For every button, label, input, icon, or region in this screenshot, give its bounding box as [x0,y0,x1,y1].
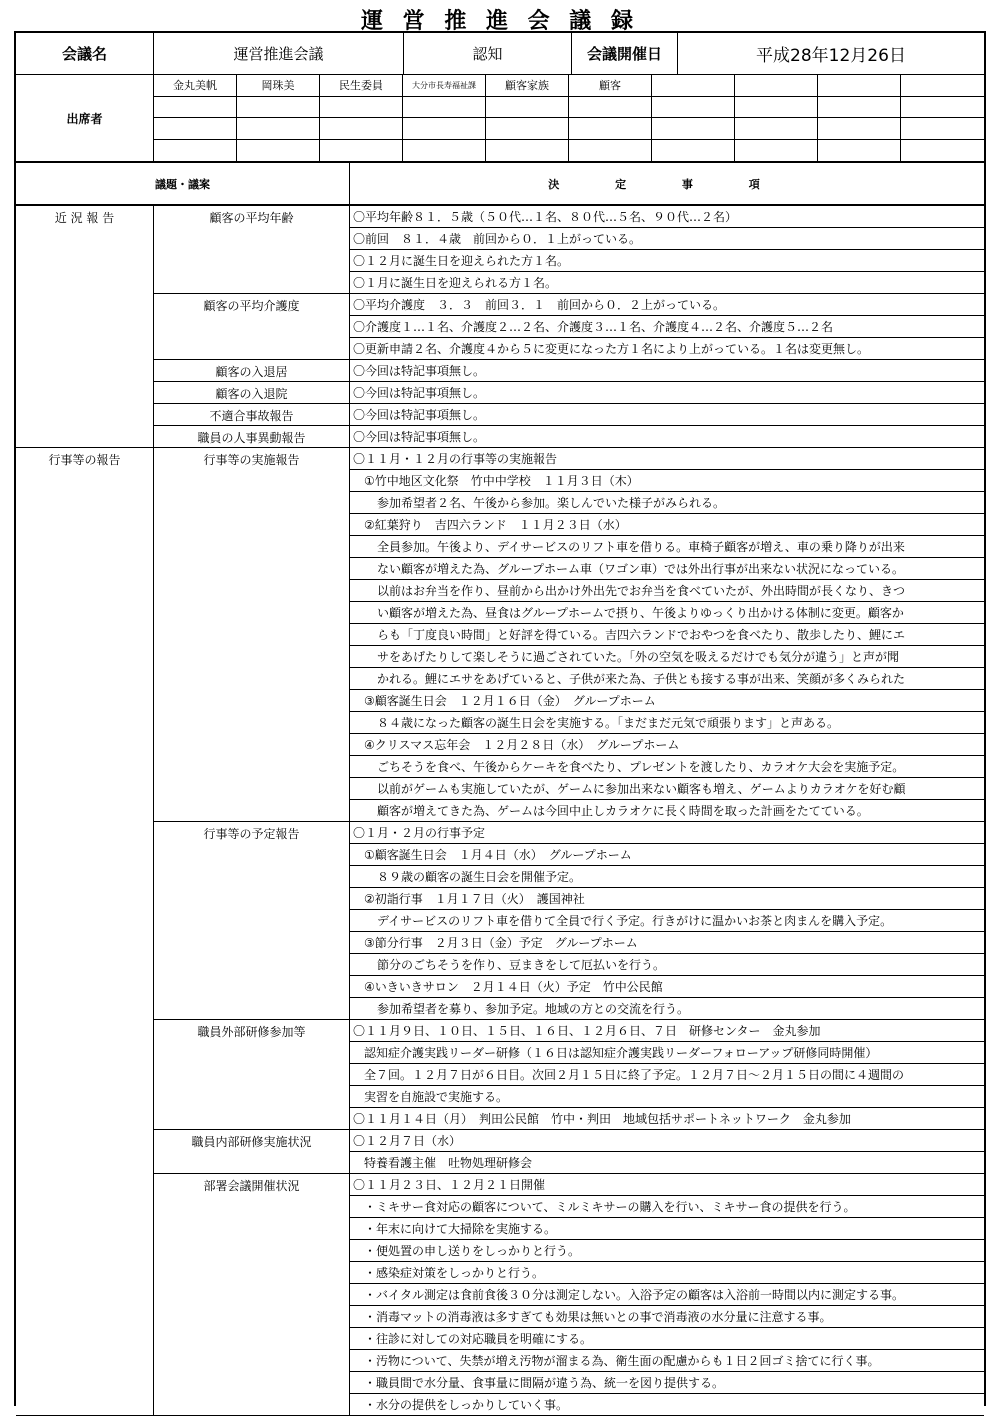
decision-line: ③節分行事 ２月３日（金）予定 グループホーム [350,932,984,954]
decision-line: 全７回。１２月７日が６日目。次回２月１５日に終了予定。１２月７日～２月１５日の間に４週間の [350,1064,984,1086]
decision-line: 実習を自施設で実施する。 [350,1086,984,1108]
attendees-label: 出席者 [16,75,154,161]
attendee-cell-empty [403,118,486,140]
decision-line: ・感染症対策をしっかりと行う。 [350,1262,984,1284]
attendees-row [14,75,986,163]
minutes-table [14,163,986,1412]
attendee-name: 金丸美帆 [154,75,237,97]
decision-line: 〇前回 ８１．４歳 前回から０．１上がっている。 [350,228,984,250]
decision-line: 〇１１月２３日、１２月２１日開催 [350,1174,984,1196]
decision-line: ・消毒マットの消毒液は多すぎても効果は無いとの事で消毒液の水分量に注意する事。 [350,1306,984,1328]
attendee-cell-empty [735,97,818,119]
decision-line: ・バイタル測定は食前食後３０分は測定しない。入浴予定の顧客は入浴前一時間以内に測定する事。 [350,1284,984,1306]
sections-container [16,206,984,1416]
attendee-cell-empty [154,118,237,140]
decision-line: 参加希望者を募り、参加予定。地域の方との交流を行う。 [350,998,984,1020]
decision-lines [350,206,984,294]
agenda-item-label: 顧客の平均年齢 [154,206,350,294]
decision-line: ③顧客誕生日会 １２月１６日（金） グループホーム [350,690,984,712]
meeting-name-label: 会議名 [16,33,154,74]
decision-line: 〇１月に誕生日を迎えられる方１名。 [350,272,984,294]
agenda-section [16,206,984,448]
decision-line: い顧客が増えた為、昼食はグループホームで摂り、午後よりゆっくり出かける体制に変更。顧客か [350,602,984,624]
attendee-cell-empty [403,97,486,119]
attendee-cell-empty [818,140,901,162]
decision-line: ・ミキサー食対応の顧客について、ミルミキサーの購入を行い、ミキサー食の提供を行う。 [350,1196,984,1218]
decision-line: 〇平均年齢８１．５歳（５０代…１名、８０代…５名、９０代…２名） [350,206,984,228]
agenda-item-label: 行事等の予定報告 [154,822,350,1020]
agenda-item-label: 職員内部研修実施状況 [154,1130,350,1174]
decision-line: 〇平均介護度 ３．３ 前回３．１ 前回から０．２上がっている。 [350,294,984,316]
decision-line: 参加希望者２名、午後から参加。楽しんでいた様子がみられる。 [350,492,984,514]
meeting-type: 認知 [404,33,572,74]
attendee-cell-empty [901,140,984,162]
agenda-item-label: 不適合事故報告 [154,404,350,426]
decision-line: ④クリスマス忘年会 １２月２８日（水） グループホーム [350,734,984,756]
decision-lines [350,822,984,1020]
attendee-cell-empty [237,97,320,119]
decision-line: ②初詣行事 １月１７日（火） 護国神社 [350,888,984,910]
meeting-header [14,31,986,75]
agenda-item-label: 行事等の実施報告 [154,448,350,822]
attendee-name [735,75,818,97]
decision-line: ごちそうを食べ、午後からケーキを食べたり、プレゼントを渡したり、カラオケ大会を実施予定。 [350,756,984,778]
section-items [154,448,984,1416]
decision-lines [350,1130,984,1174]
agenda-item [154,206,984,294]
decision-line: らも「丁度良い時間」と好評を得ている。吉四六ランドでおやつを食べたり、散歩したり、鯉にエ [350,624,984,646]
attendee-cell-empty [486,140,569,162]
agenda-item [154,448,984,822]
attendee-name: 大分市長寿福祉課 [403,75,486,97]
decision-line: 〇１１月９日、１０日、１５日、１６日、１２月６日、７日 研修センター 金丸参加 [350,1020,984,1042]
agenda-item-label: 職員の人事異動報告 [154,426,350,448]
decision-line: 特養看護主催 吐物処理研修会 [350,1152,984,1174]
decision-lines [350,448,984,822]
decision-line: ・年末に向けて大掃除を実施する。 [350,1218,984,1240]
attendee-cell-empty [320,140,403,162]
attendee-cell-empty [735,118,818,140]
agenda-item-label: 職員外部研修参加等 [154,1020,350,1130]
agenda-item [154,1020,984,1130]
decisions-header: 決 定 事 項 [548,177,786,191]
decision-line: ・往診に対しての対応職員を明確にする。 [350,1328,984,1350]
decision-line: 節分のごちそうを作り、豆まきをして厄払いを行う。 [350,954,984,976]
decision-line: デイサービスのリフト車を借りて全員で行く予定。行きがけに温かいお茶と肉まんを購入予定。 [350,910,984,932]
decision-line: かれる。鯉にエサをあげていると、子供が来た為、子供とも接する事が出来、笑顔が多くみられた [350,668,984,690]
agenda-item-label: 部署会議開催状況 [154,1174,350,1416]
decision-line: ①竹中地区文化祭 竹中中学校 １１月３日（木） [350,470,984,492]
decision-line: ・水分の提供をしっかりしていく事。 [350,1394,984,1416]
attendee-name [818,75,901,97]
section-items [154,206,984,448]
attendee-cell-empty [901,97,984,119]
agenda-item [154,1130,984,1174]
attendee-cell-empty [154,140,237,162]
agenda-item [154,382,984,404]
attendee-cell-empty [735,140,818,162]
document-title: 運 営 推 進 会 議 録 [361,9,639,34]
decision-line: 〇更新申請２名、介護度４から５に変更になった方１名により上がっている。１名は変更無し。 [350,338,984,360]
attendee-cell-empty [237,118,320,140]
attendee-cell-empty [901,118,984,140]
decision-line: 〇１２月に誕生日を迎えられた方１名。 [350,250,984,272]
attendee-name [652,75,735,97]
decision-line: 〇１月・２月の行事予定 [350,822,984,844]
decision-line: ・汚物について、失禁が増え汚物が溜まる為、衛生面の配慮からも１日２回ゴミ捨てに行く事。 [350,1350,984,1372]
agenda-header: 議題・議案 [16,163,350,204]
agenda-item [154,294,984,360]
agenda-item-label: 顧客の平均介護度 [154,294,350,360]
attendee-name: 民生委員 [320,75,403,97]
decision-line: 〇今回は特記事項無し。 [350,426,984,448]
agenda-item [154,426,984,448]
decision-line: 〇１１月１４日（月） 判田公民館 竹中・判田 地域包括サポートネットワーク 金丸参加 [350,1108,984,1130]
agenda-item-label: 顧客の入退院 [154,382,350,404]
decision-line: 〇１１月・１２月の行事等の実施報告 [350,448,984,470]
attendee-cell-empty [486,97,569,119]
attendee-cell-empty [569,97,652,119]
decision-line: ④いきいきサロン ２月１４日（火）予定 竹中公民館 [350,976,984,998]
decision-line: 〇今回は特記事項無し。 [350,382,984,404]
decision-line: ①顧客誕生日会 １月４日（水） グループホーム [350,844,984,866]
decision-lines [350,294,984,360]
agenda-section [16,448,984,1416]
attendee-cell-empty [652,140,735,162]
attendee-cell-empty [652,118,735,140]
decision-line: 以前はお弁当を作り、昼前から出かけ外出先でお弁当を食べていたが、外出時間が長くなり、きつ [350,580,984,602]
attendees-grid [154,75,984,161]
date-label: 会議開催日 [572,33,678,74]
decision-lines [350,1174,984,1416]
decision-line: ・便処置の申し送りをしっかりと行う。 [350,1240,984,1262]
attendee-cell-empty [569,140,652,162]
decision-line: 認知症介護実践リーダー研修（１６日は認知症介護実践リーダーフォローアップ研修同時開催） [350,1042,984,1064]
decision-lines [350,404,984,426]
attendee-cell-empty [569,118,652,140]
decision-line: ８４歳になった顧客の誕生日会を実施する。「まだまだ元気で頑張ります」と声ある。 [350,712,984,734]
meeting-name: 運営推進会議 [154,33,404,74]
attendee-name [901,75,984,97]
decision-line: 〇今回は特記事項無し。 [350,360,984,382]
decision-line: ②紅葉狩り 吉四六ランド １１月２３日（水） [350,514,984,536]
attendee-cell-empty [320,118,403,140]
decision-line: 〇１２月７日（水） [350,1130,984,1152]
attendee-name: 顧客 [569,75,652,97]
agenda-item [154,404,984,426]
decision-line: ・職員間で水分量、食事量に間隔が違う為、統一を図り提供する。 [350,1372,984,1394]
decision-lines [350,426,984,448]
attendee-cell-empty [652,97,735,119]
meeting-date: 平成28年12月26日 [756,46,906,66]
section-label: 行事等の報告 [16,448,154,1416]
attendee-cell-empty [320,97,403,119]
agenda-item [154,360,984,382]
decision-line: ８９歳の顧客の誕生日会を開催予定。 [350,866,984,888]
agenda-item [154,822,984,1020]
attendee-cell-empty [237,140,320,162]
section-label: 近 況 報 告 [16,206,154,448]
table-header [16,163,984,206]
agenda-item [154,1174,984,1416]
attendee-name: 顧客家族 [486,75,569,97]
decision-line: 以前がゲームも実施していたが、ゲームに参加出来ない顧客も増え、ゲームよりカラオケを好む顧 [350,778,984,800]
decision-lines [350,382,984,404]
attendee-name: 岡珠美 [237,75,320,97]
decision-line: 全員参加。午後より、デイサービスのリフト車を借りる。車椅子顧客が増え、車の乗り降りが出来 [350,536,984,558]
decision-line: サをあげたりして楽しそうに過ごされていた。「外の空気を吸えるだけでも気分が違う」と声が聞 [350,646,984,668]
attendee-cell-empty [818,97,901,119]
decision-line: 〇今回は特記事項無し。 [350,404,984,426]
attendee-cell-empty [818,118,901,140]
attendee-cell-empty [154,97,237,119]
decision-lines [350,1020,984,1130]
agenda-item-label: 顧客の入退居 [154,360,350,382]
decision-line: 〇介護度１…１名、介護度２…２名、介護度３…１名、介護度４…２名、介護度５…２名 [350,316,984,338]
decision-line: 顧客が増えてきた為、ゲームは今回中止しカラオケに長く時間を取った計画をたてている。 [350,800,984,822]
attendee-cell-empty [403,140,486,162]
decision-lines [350,360,984,382]
decision-line: ない顧客が増えた為、グループホーム車（ワゴン車）では外出行事が出来ない状況になっている。 [350,558,984,580]
attendee-cell-empty [486,118,569,140]
